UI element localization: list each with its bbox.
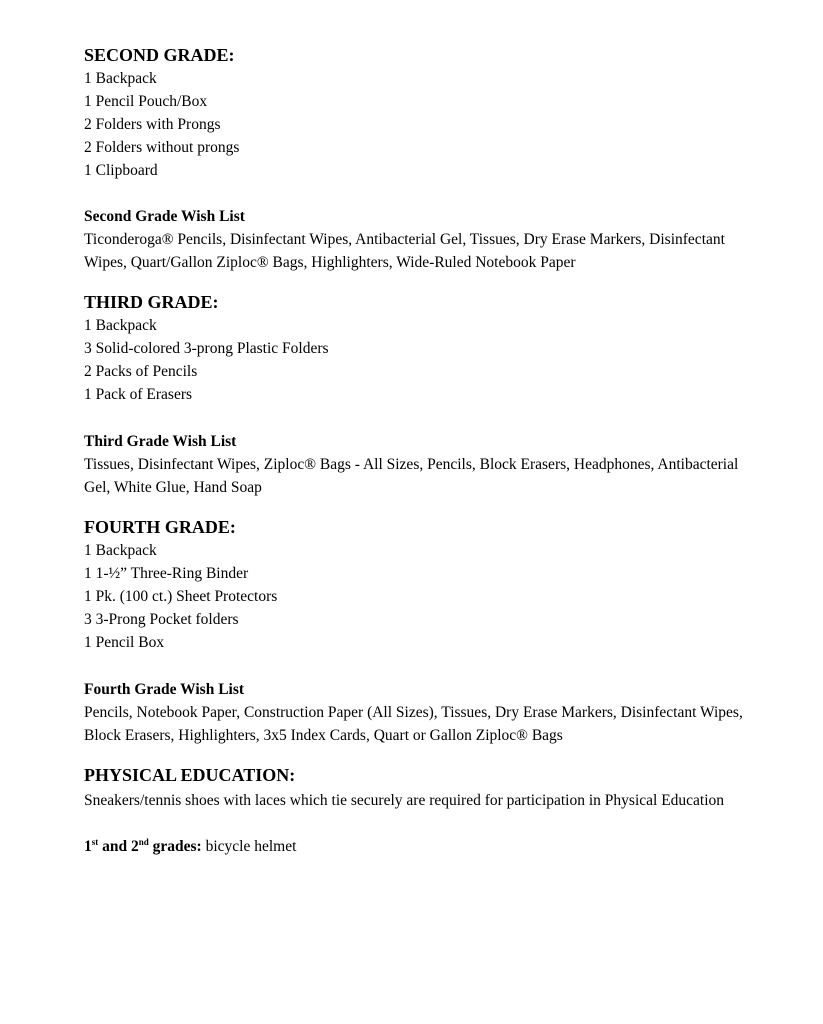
physical-education-section xyxy=(84,764,804,812)
section-heading: THIRD GRADE: xyxy=(84,292,219,312)
wish-list-title: Second Grade Wish List xyxy=(84,208,245,225)
third-grade-wish-list xyxy=(84,430,804,499)
fourth-grade-section xyxy=(84,516,804,654)
second-grade-section xyxy=(84,44,804,182)
helmet-label xyxy=(84,838,202,855)
wish-list-line: Ticonderoga® Pencils, Disinfectant Wipes, Antibacterial Gel, Tissues, Dry Erase Markers, Disinfectant xyxy=(84,231,725,248)
list-item: 3 Solid-colored 3-prong Plastic Folders xyxy=(84,340,329,357)
list-item: 1 Pencil Pouch/Box xyxy=(84,93,208,110)
third-grade-section xyxy=(84,291,804,406)
list-item: 1 Pencil Box xyxy=(84,634,165,651)
list-item: 2 Folders with Prongs xyxy=(84,116,221,133)
list-item: 1 Pk. (100 ct.) Sheet Protectors xyxy=(84,588,278,605)
section-heading: PHYSICAL EDUCATION: xyxy=(84,765,296,785)
wish-list-line: Gel, White Glue, Hand Soap xyxy=(84,479,262,496)
label-end: grades: xyxy=(148,838,202,855)
section-heading: SECOND GRADE: xyxy=(84,45,235,65)
grade-number: 1 xyxy=(84,838,92,855)
helmet-requirement xyxy=(84,835,804,858)
list-item: 1 Pack of Erasers xyxy=(84,386,193,403)
section-heading: FOURTH GRADE: xyxy=(84,517,236,537)
pe-requirement: Sneakers/tennis shoes with laces which tie securely are required for participation in Physical Education xyxy=(84,792,725,809)
list-item: 1 Backpack xyxy=(84,70,157,87)
grade-number: and 2 xyxy=(98,838,139,855)
wish-list-line: Tissues, Disinfectant Wipes, Ziploc® Bags - All Sizes, Pencils, Block Erasers, Headphones, Antibacterial xyxy=(84,456,739,473)
list-item: 1 Backpack xyxy=(84,542,157,559)
list-item: 1 Clipboard xyxy=(84,162,158,179)
list-item: 3 3-Prong Pocket folders xyxy=(84,611,239,628)
ordinal-suffix: nd xyxy=(138,836,149,847)
wish-list-title: Fourth Grade Wish List xyxy=(84,681,245,698)
wish-list-title: Third Grade Wish List xyxy=(84,433,237,450)
second-grade-wish-list xyxy=(84,205,804,274)
wish-list-line: Pencils, Notebook Paper, Construction Paper (All Sizes), Tissues, Dry Erase Markers, Disinfectant Wipes, xyxy=(84,704,743,721)
list-item: 1 1-½” Three-Ring Binder xyxy=(84,565,249,582)
wish-list-line: Block Erasers, Highlighters, 3x5 Index Cards, Quart or Gallon Ziploc® Bags xyxy=(84,727,563,744)
ordinal-suffix: st xyxy=(91,836,99,847)
list-item: 2 Folders without prongs xyxy=(84,139,240,156)
fourth-grade-wish-list xyxy=(84,678,804,747)
wish-list-line: Wipes, Quart/Gallon Ziploc® Bags, Highlighters, Wide-Ruled Notebook Paper xyxy=(84,254,576,271)
list-item: 2 Packs of Pencils xyxy=(84,363,198,380)
helmet-value: bicycle helmet xyxy=(201,838,297,855)
list-item: 1 Backpack xyxy=(84,317,157,334)
